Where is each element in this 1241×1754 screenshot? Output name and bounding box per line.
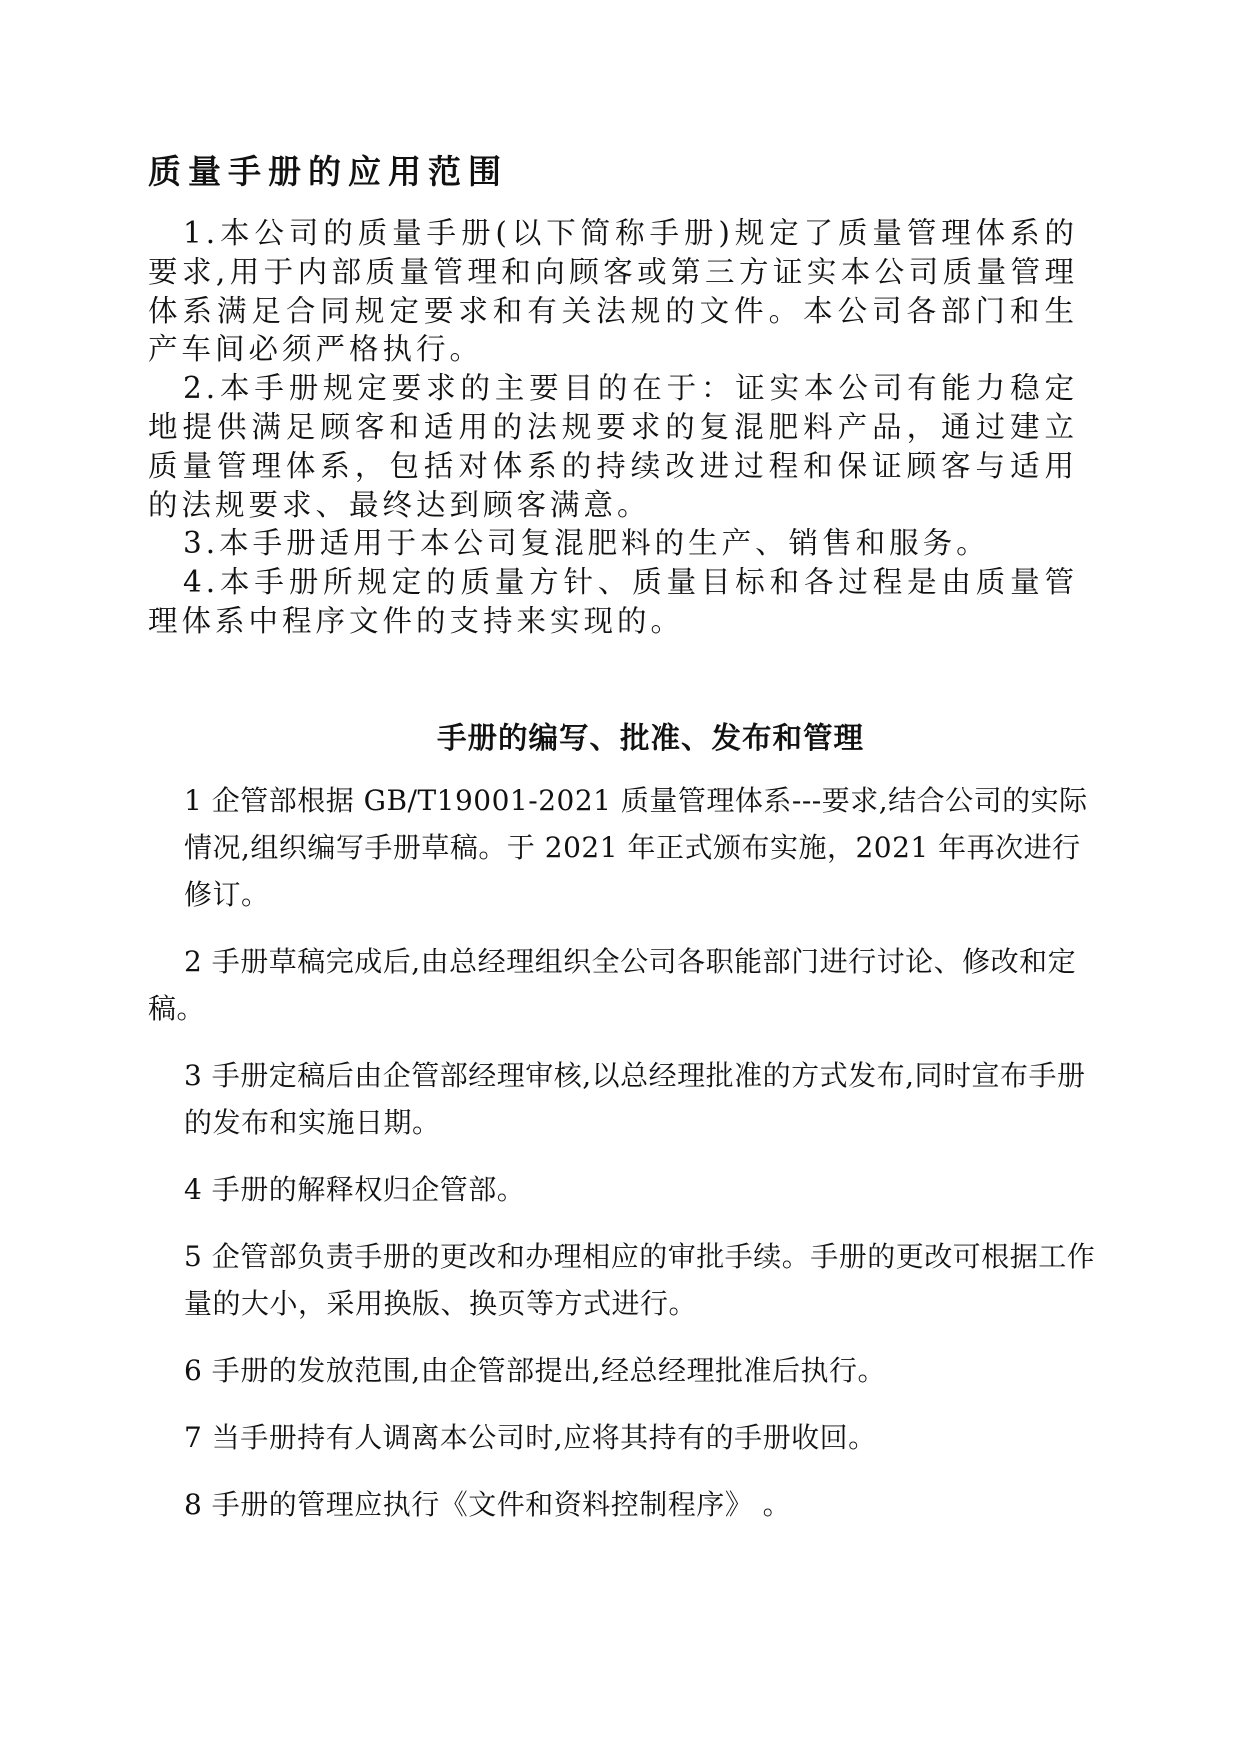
management-paragraph-8: 8 手册的管理应执行《文件和资料控制程序》 。 xyxy=(184,1488,792,1521)
management-paragraph-1: 1 企管部根据 GB/T19001-2021 质量管理体系---要求,结合公司的实际情况,组织编写手册草稿。于 2021 年正式颁布实施，2021 年再次进行修订。 xyxy=(184,784,1088,911)
scope-paragraph-1: 1.本公司的质量手册(以下简称手册)规定了质量管理体系的要求,用于内部质量管理和向顾客或第三方证实本公司质量管理体系满足合同规定要求和有关法规的文件。本公司各部门和生产车间必须严格执行。 xyxy=(148,216,1078,367)
management-paragraph-4: 4 手册的解释权归企管部。 xyxy=(184,1173,526,1206)
management-paragraph-2: 2 手册草稿完成后,由总经理组织全公司各职能部门进行讨论、修改和定稿。 xyxy=(148,945,1077,1025)
scope-paragraph-3: 3.本手册适用于本公司复混肥料的生产、销售和服务。 xyxy=(183,526,990,561)
scope-paragraph-4: 4.本手册所规定的质量方针、质量目标和各过程是由质量管理体系中程序文件的支持来实现的。 xyxy=(148,565,1078,638)
section-title-management: 手册的编写、批准、发布和管理 xyxy=(437,721,865,755)
management-paragraph-7: 7 当手册持有人调离本公司时,应将其持有的手册收回。 xyxy=(184,1421,877,1454)
management-paragraph-3: 3 手册定稿后由企管部经理审核,以总经理批准的方式发布,同时宣布手册的发布和实施日期。 xyxy=(184,1059,1086,1139)
management-paragraph-6: 6 手册的发放范围,由企管部提出,经总经理批准后执行。 xyxy=(184,1354,887,1387)
section-title-scope: 质量手册的应用范围 xyxy=(148,152,508,191)
scope-paragraph-2: 2.本手册规定要求的主要目的在于：证实本公司有能力稳定地提供满足顾客和适用的法规要求的复混肥料产品，通过建立质量管理体系，包括对体系的持续改进过程和保证顾客与适用的法规要求、最终达到顾客满意。 xyxy=(148,371,1078,522)
section-scope-body xyxy=(148,214,1078,641)
management-paragraph-5: 5 企管部负责手册的更改和办理相应的审批手续。手册的更改可根据工作量的大小，采用换版、换页等方式进行。 xyxy=(184,1240,1096,1320)
section-management-body xyxy=(148,777,1108,1548)
